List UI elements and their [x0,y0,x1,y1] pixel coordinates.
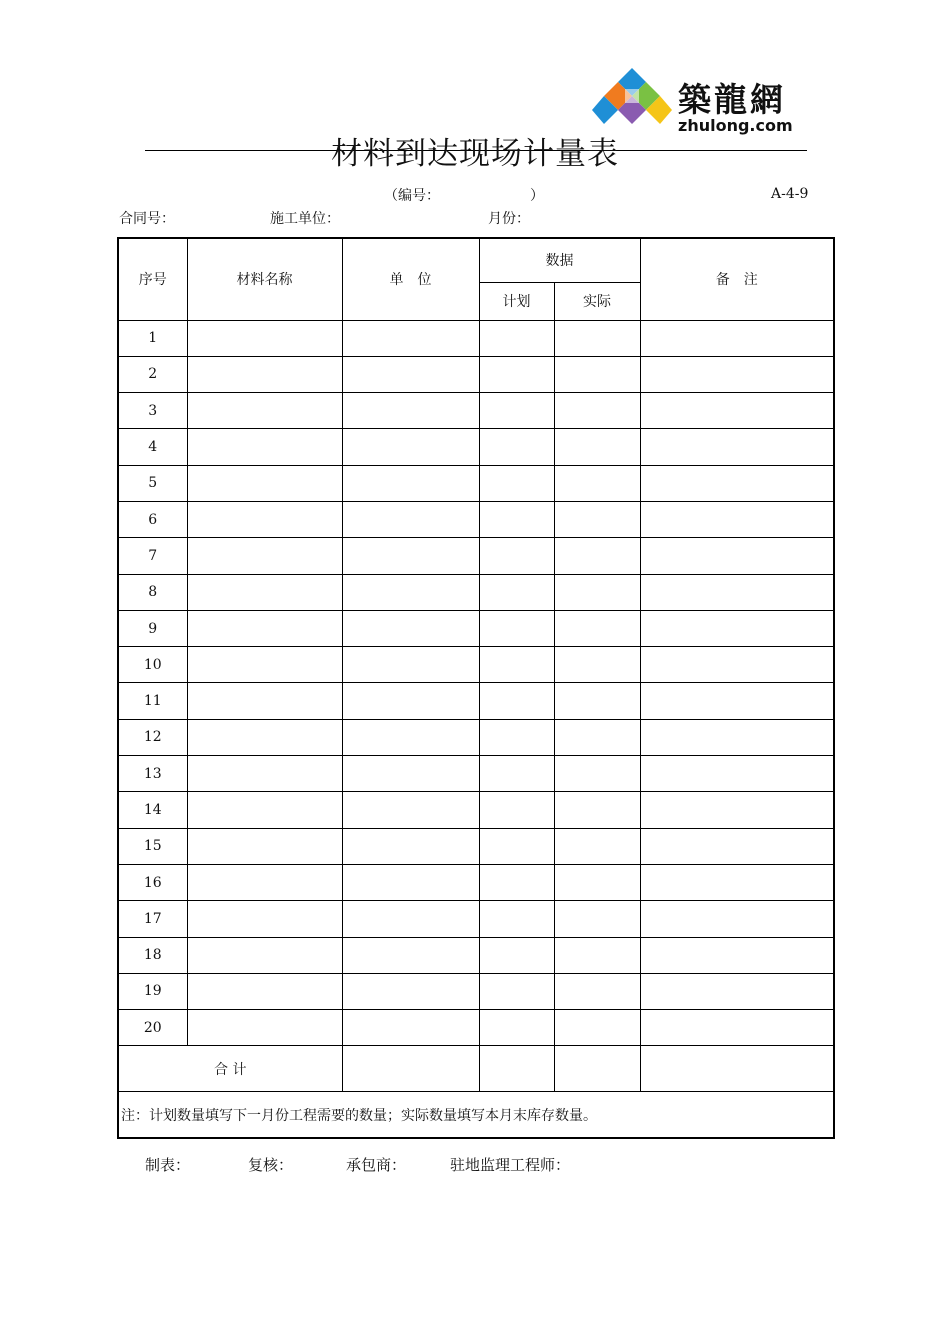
table-row [118,683,834,719]
cell-remark[interactable] [640,828,834,864]
row-number: 4 [118,429,187,465]
cube-logo-icon [592,68,672,134]
cell-remark[interactable] [640,465,834,501]
serial-close: ） [530,188,544,204]
row-number: 11 [118,683,187,719]
header-remark: 备 注 [640,238,834,320]
total-label: 合 计 [118,1046,342,1092]
cell-remark[interactable] [640,320,834,356]
cell-actual[interactable] [554,356,640,392]
cell-unit[interactable] [342,647,479,683]
row-number: 1 [118,320,187,356]
cell-actual[interactable] [554,501,640,537]
cell-actual[interactable] [554,937,640,973]
cell-unit[interactable] [342,828,479,864]
table-row [118,864,834,900]
table-row [118,465,834,501]
cell-unit[interactable] [342,356,479,392]
logo-chinese-name: 築龍網 [678,80,786,119]
logo-domain: zhulong.com [678,116,793,135]
cell-unit[interactable] [342,719,479,755]
cell-material[interactable] [187,792,342,828]
cell-unit[interactable] [342,538,479,574]
form-code: A-4-9 [771,186,809,202]
cell-remark[interactable] [640,538,834,574]
row-number: 3 [118,393,187,429]
cell-plan[interactable] [479,683,554,719]
row-number: 9 [118,610,187,646]
cell-unit[interactable] [342,792,479,828]
cell-plan[interactable] [479,973,554,1009]
cell-remark[interactable] [640,647,834,683]
table-row [118,538,834,574]
table-row [118,973,834,1009]
cell-plan[interactable] [479,792,554,828]
cell-remark[interactable] [640,429,834,465]
month-label: 月份： [488,211,530,227]
table-row [118,320,834,356]
total-cell-unit[interactable] [342,1046,479,1092]
table-row [118,356,834,392]
contract-no-label: 合同号： [119,211,175,227]
cell-material[interactable] [187,465,342,501]
reviewed-by-label: 复核： [248,1156,294,1174]
cell-material[interactable] [187,647,342,683]
cell-plan[interactable] [479,1010,554,1046]
cell-remark[interactable] [640,719,834,755]
cell-remark[interactable] [640,1010,834,1046]
cell-plan[interactable] [479,610,554,646]
header-seq: 序号 [118,238,187,320]
cell-plan[interactable] [479,320,554,356]
table-row [118,393,834,429]
cell-remark[interactable] [640,393,834,429]
cell-unit[interactable] [342,501,479,537]
cell-plan[interactable] [479,864,554,900]
cell-material[interactable] [187,501,342,537]
table-row [118,756,834,792]
row-number: 7 [118,538,187,574]
cell-material[interactable] [187,683,342,719]
cell-material[interactable] [187,356,342,392]
cell-remark[interactable] [640,864,834,900]
header-plan: 计划 [479,282,554,320]
cell-material[interactable] [187,864,342,900]
cell-unit[interactable] [342,1010,479,1046]
cell-actual[interactable] [554,610,640,646]
table-row [118,429,834,465]
cell-remark[interactable] [640,792,834,828]
cell-remark[interactable] [640,683,834,719]
cell-material[interactable] [187,937,342,973]
row-number: 6 [118,501,187,537]
cell-material[interactable] [187,538,342,574]
cell-actual[interactable] [554,429,640,465]
header-material: 材料名称 [187,238,342,320]
cell-material[interactable] [187,320,342,356]
serial-open: （编号： [384,188,440,204]
cell-plan[interactable] [479,574,554,610]
header-actual: 实际 [554,282,640,320]
cell-material[interactable] [187,429,342,465]
cell-unit[interactable] [342,864,479,900]
cell-unit[interactable] [342,393,479,429]
row-number: 15 [118,828,187,864]
cell-plan[interactable] [479,756,554,792]
cell-unit[interactable] [342,756,479,792]
header-unit: 单 位 [342,238,479,320]
cell-unit[interactable] [342,683,479,719]
row-number: 17 [118,901,187,937]
cell-remark[interactable] [640,574,834,610]
cell-actual[interactable] [554,1010,640,1046]
cell-material[interactable] [187,828,342,864]
table-row [118,647,834,683]
cell-unit[interactable] [342,901,479,937]
row-number: 18 [118,937,187,973]
cell-actual[interactable] [554,828,640,864]
cell-material[interactable] [187,393,342,429]
table-row [118,501,834,537]
cell-actual[interactable] [554,465,640,501]
cell-plan[interactable] [479,356,554,392]
row-number: 13 [118,756,187,792]
zhulong-logo [592,66,807,136]
cell-plan[interactable] [479,465,554,501]
cell-unit[interactable] [342,465,479,501]
cell-remark[interactable] [640,356,834,392]
cell-unit[interactable] [342,320,479,356]
cell-plan[interactable] [479,719,554,755]
table-note: 注：计划数量填写下一月份工程需要的数量；实际数量填写本月末库存数量。 [118,1092,834,1138]
table-row [118,574,834,610]
cell-actual[interactable] [554,792,640,828]
row-number: 20 [118,1010,187,1046]
cell-actual[interactable] [554,538,640,574]
cell-actual[interactable] [554,901,640,937]
table-row [118,1010,834,1046]
cell-plan[interactable] [479,501,554,537]
supervisor-label: 驻地监理工程师： [450,1156,571,1174]
cell-actual[interactable] [554,973,640,1009]
cell-remark[interactable] [640,610,834,646]
cell-material[interactable] [187,719,342,755]
cell-remark[interactable] [640,501,834,537]
cell-remark[interactable] [640,973,834,1009]
cell-plan[interactable] [479,937,554,973]
cell-plan[interactable] [479,538,554,574]
cell-material[interactable] [187,610,342,646]
cell-plan[interactable] [479,828,554,864]
table-row [118,719,834,755]
cell-actual[interactable] [554,683,640,719]
row-number: 14 [118,792,187,828]
cell-plan[interactable] [479,429,554,465]
row-number: 16 [118,864,187,900]
row-number: 2 [118,356,187,392]
cell-material[interactable] [187,1010,342,1046]
prepared-by-label: 制表： [145,1156,191,1174]
cell-unit[interactable] [342,574,479,610]
table-row [118,937,834,973]
cell-unit[interactable] [342,973,479,1009]
contractor-label: 承包商： [346,1156,407,1174]
material-table [117,237,835,1139]
cell-remark[interactable] [640,901,834,937]
cell-remark[interactable] [640,937,834,973]
cell-material[interactable] [187,973,342,1009]
cell-actual[interactable] [554,719,640,755]
table-row [118,901,834,937]
table-row [118,792,834,828]
row-number: 8 [118,574,187,610]
cell-material[interactable] [187,756,342,792]
row-number: 10 [118,647,187,683]
cell-plan[interactable] [479,393,554,429]
cell-actual[interactable] [554,647,640,683]
cell-unit[interactable] [342,610,479,646]
cell-unit[interactable] [342,937,479,973]
total-cell-actual[interactable] [554,1046,640,1092]
cell-material[interactable] [187,574,342,610]
header-data: 数据 [479,238,640,282]
cell-actual[interactable] [554,756,640,792]
page-title: 材料到达现场计量表 [331,136,619,172]
cell-material[interactable] [187,901,342,937]
table-row [118,828,834,864]
row-number: 5 [118,465,187,501]
cell-plan[interactable] [479,901,554,937]
cell-actual[interactable] [554,320,640,356]
total-cell-remark[interactable] [640,1046,834,1092]
cell-actual[interactable] [554,864,640,900]
table-row [118,610,834,646]
total-cell-plan[interactable] [479,1046,554,1092]
cell-plan[interactable] [479,647,554,683]
construction-unit-label: 施工单位： [270,211,340,227]
row-number: 12 [118,719,187,755]
row-number: 19 [118,973,187,1009]
cell-actual[interactable] [554,574,640,610]
cell-actual[interactable] [554,393,640,429]
cell-unit[interactable] [342,429,479,465]
cell-remark[interactable] [640,756,834,792]
